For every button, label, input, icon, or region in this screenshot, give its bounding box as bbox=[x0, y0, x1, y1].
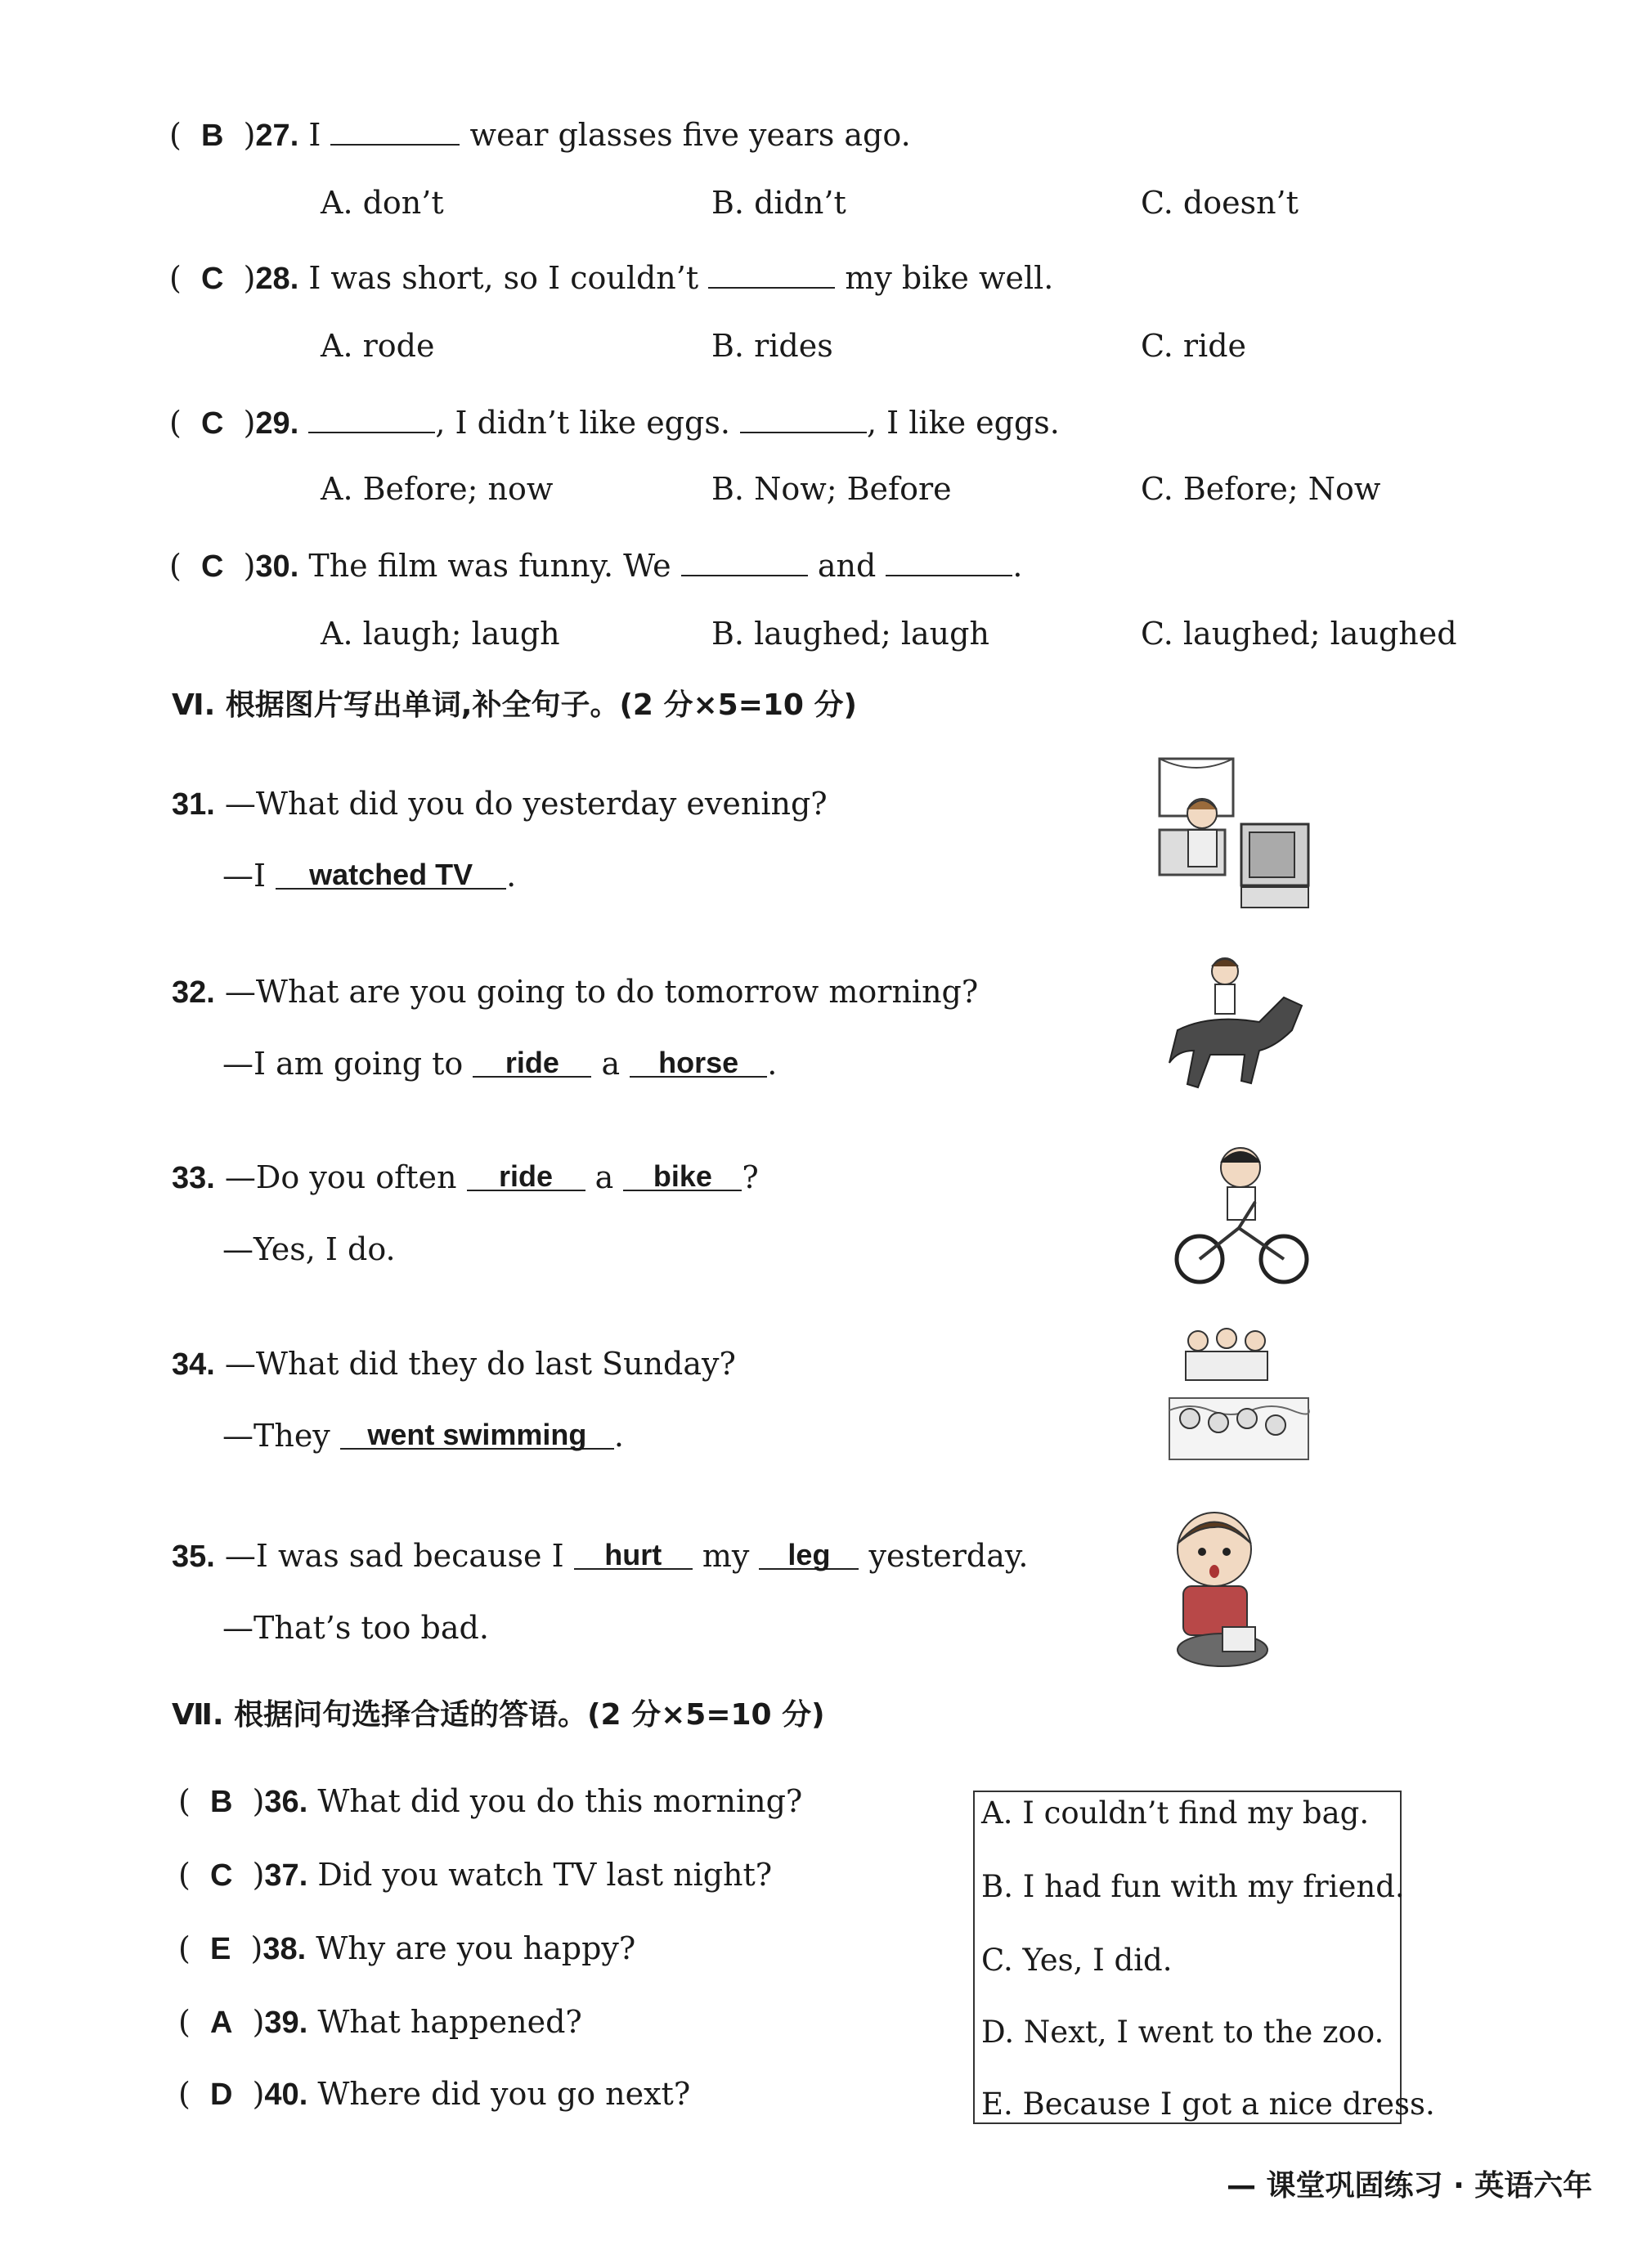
answer-letter: D bbox=[209, 2078, 233, 2112]
question-28: ( C )28. I was short, so I couldn’t my bike well. bbox=[169, 256, 1053, 298]
answer-letter: C bbox=[200, 262, 224, 296]
swimming-illustration bbox=[1165, 1320, 1321, 1468]
question-30: ( C )30. The film was funny. We and . bbox=[169, 544, 1022, 585]
answer-prefix: —I am going to bbox=[222, 1046, 464, 1082]
answer-blank[interactable]: bike bbox=[623, 1159, 742, 1191]
question-text: Where did you go next? bbox=[317, 2076, 691, 2112]
answer-letter: A bbox=[209, 2006, 233, 2040]
option-item: D. Next, I went to the zoo. bbox=[981, 2015, 1384, 2050]
answer-blank[interactable]: leg bbox=[759, 1537, 859, 1570]
hurt-leg-illustration bbox=[1165, 1504, 1288, 1672]
option-a[interactable]: A. don’t bbox=[321, 185, 444, 221]
answer-32: —I am going to ride a horse . bbox=[222, 1046, 778, 1082]
option-item: C. Yes, I did. bbox=[981, 1943, 1173, 1978]
answer-prefix: —I bbox=[222, 858, 267, 894]
answer-34: —They went swimming . bbox=[222, 1418, 624, 1454]
option-a[interactable]: A. laugh; laugh bbox=[321, 616, 560, 652]
question-number: 37. bbox=[264, 1858, 308, 1893]
question-number: 34. bbox=[172, 1347, 215, 1382]
stem-text: wear glasses five years ago. bbox=[469, 117, 911, 153]
answer-letter: C bbox=[200, 406, 224, 441]
stem-text: my bike well. bbox=[845, 260, 1054, 296]
answer-letter: E bbox=[209, 1932, 231, 1966]
section-7-title: Ⅶ. 根据问句选择合适的答语。(2 分×5=10 分) bbox=[172, 1698, 825, 1732]
question-number: 35. bbox=[172, 1540, 215, 1574]
question-40: ( D )40. Where did you go next? bbox=[178, 2076, 691, 2112]
horse-riding-illustration bbox=[1161, 948, 1317, 1104]
question-text: —I was sad because I bbox=[224, 1538, 564, 1574]
question-text: What happened? bbox=[317, 2004, 582, 2040]
question-34 bbox=[172, 1345, 736, 1383]
question-text: —What did they do last Sunday? bbox=[224, 1346, 736, 1382]
answer-blank[interactable]: ride bbox=[467, 1159, 585, 1191]
bike-riding-illustration bbox=[1165, 1136, 1317, 1288]
answer-blank[interactable] bbox=[308, 401, 435, 433]
section-6-title: Ⅵ. 根据图片写出单词,补全句子。(2 分×5=10 分) bbox=[172, 688, 857, 722]
answer-blank[interactable]: went swimming bbox=[340, 1417, 614, 1450]
question-29: ( C )29. , I didn’t like eggs. , I like eggs. bbox=[169, 401, 1060, 442]
option-b[interactable]: B. laughed; laugh bbox=[711, 616, 989, 652]
question-31 bbox=[172, 785, 828, 823]
question-39: ( A )39. What happened? bbox=[178, 2004, 582, 2040]
question-number: 39. bbox=[264, 2006, 308, 2040]
stem-text: , I didn’t like eggs. bbox=[435, 405, 730, 441]
question-35: 35. —I was sad because I hurt my leg yesterday. bbox=[172, 1538, 1029, 1574]
answer-blank[interactable]: horse bbox=[630, 1045, 767, 1078]
answer-letter: B bbox=[209, 1785, 233, 1819]
option-b[interactable]: B. didn’t bbox=[711, 185, 846, 221]
question-number: 27. bbox=[255, 119, 299, 153]
answer-blank[interactable] bbox=[681, 544, 808, 576]
watching-tv-illustration bbox=[1151, 752, 1315, 912]
option-c[interactable]: C. doesn’t bbox=[1141, 185, 1299, 221]
question-number: 38. bbox=[262, 1932, 307, 1966]
option-item: B. I had fun with my friend. bbox=[981, 1869, 1405, 1904]
question-number: 33. bbox=[172, 1161, 215, 1195]
stem-text: , I like eggs. bbox=[867, 405, 1060, 441]
answer-blank[interactable] bbox=[330, 113, 460, 146]
answer-35: —That’s too bad. bbox=[222, 1610, 489, 1646]
question-text: —Do you often bbox=[224, 1159, 457, 1195]
stem-text: I was short, so I couldn’t bbox=[308, 260, 699, 296]
answer-blank[interactable]: ride bbox=[473, 1045, 591, 1078]
option-a[interactable]: A. Before; now bbox=[321, 471, 554, 507]
question-number: 29. bbox=[255, 406, 299, 441]
answer-options-box bbox=[973, 1791, 1435, 2124]
question-text: —What are you going to do tomorrow morning? bbox=[224, 974, 979, 1010]
option-a[interactable]: A. rode bbox=[321, 328, 435, 364]
answer-letter: B bbox=[200, 119, 224, 153]
answer-blank[interactable]: hurt bbox=[574, 1537, 693, 1570]
answer-blank[interactable] bbox=[708, 256, 835, 289]
question-32 bbox=[172, 973, 978, 1011]
question-33: 33. —Do you often ride a bike ? bbox=[172, 1159, 759, 1195]
question-38: ( E )38. Why are you happy? bbox=[178, 1930, 636, 1966]
page-footer: — 课堂巩固练习 · 英语六年 bbox=[1227, 2169, 1593, 2203]
stem-text: and bbox=[817, 548, 877, 584]
answer-prefix: —They bbox=[222, 1418, 330, 1454]
stem-text: The film was funny. We bbox=[308, 548, 671, 584]
question-text: Why are you happy? bbox=[316, 1930, 636, 1966]
question-number: 31. bbox=[172, 787, 215, 822]
option-c[interactable]: C. Before; Now bbox=[1141, 471, 1381, 507]
option-b[interactable]: B. Now; Before bbox=[711, 471, 952, 507]
answer-blank[interactable]: watched TV bbox=[276, 857, 506, 890]
question-36: ( B )36. What did you do this morning? bbox=[178, 1783, 803, 1819]
option-item: E. Because I got a nice dress. bbox=[981, 2086, 1435, 2122]
question-text: What did you do this morning? bbox=[317, 1783, 803, 1819]
question-text: —What did you do yesterday evening? bbox=[224, 786, 828, 822]
question-text: Did you watch TV last night? bbox=[317, 1857, 773, 1893]
question-37: ( C )37. Did you watch TV last night? bbox=[178, 1857, 773, 1893]
question-number: 28. bbox=[255, 262, 299, 296]
answer-blank[interactable] bbox=[886, 544, 1012, 576]
option-c[interactable]: C. laughed; laughed bbox=[1141, 616, 1457, 652]
answer-31: —I watched TV . bbox=[222, 858, 517, 894]
answer-33: —Yes, I do. bbox=[222, 1231, 396, 1267]
question-number: 30. bbox=[255, 549, 299, 584]
answer-letter: C bbox=[200, 549, 224, 584]
question-number: 40. bbox=[264, 2078, 308, 2112]
option-item: A. I couldn’t find my bag. bbox=[981, 1795, 1370, 1831]
stem-text: I bbox=[308, 117, 321, 153]
answer-letter: C bbox=[209, 1858, 233, 1893]
question-number: 32. bbox=[172, 975, 215, 1010]
option-c[interactable]: C. ride bbox=[1141, 328, 1247, 364]
option-b[interactable]: B. rides bbox=[711, 328, 833, 364]
question-27: ( B )27. I wear glasses five years ago. bbox=[169, 113, 911, 155]
answer-blank[interactable] bbox=[740, 401, 867, 433]
question-number: 36. bbox=[264, 1785, 308, 1819]
